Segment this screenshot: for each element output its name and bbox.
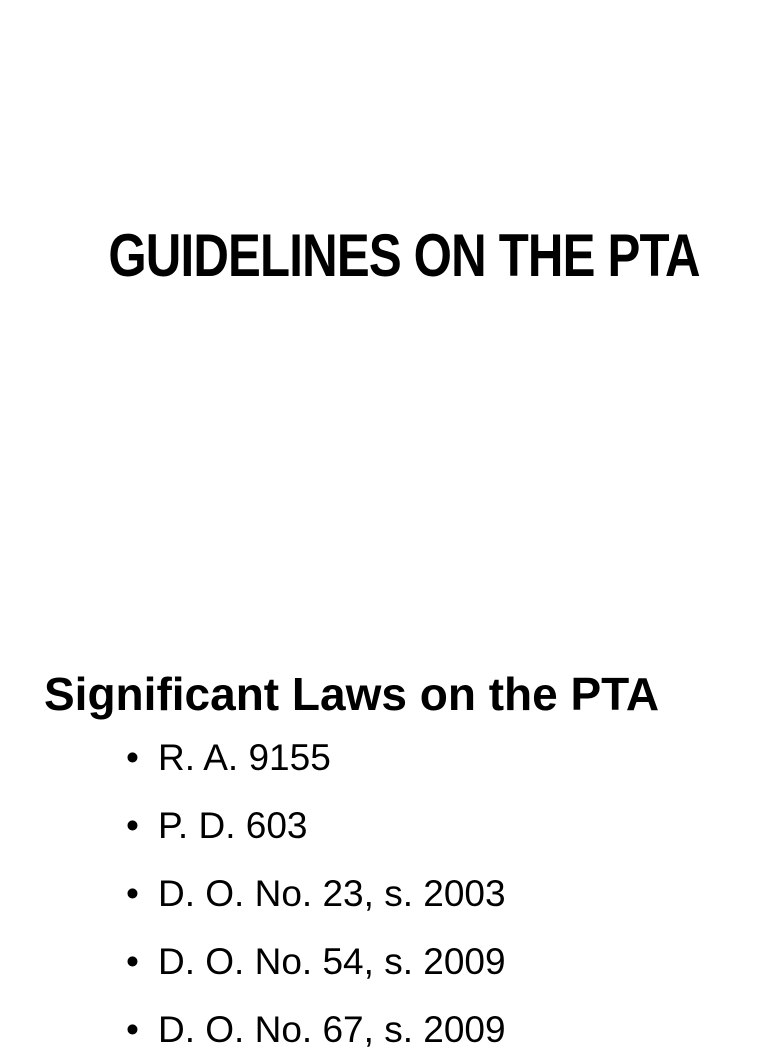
slide-title: GUIDELINES ON THE PTA [108, 222, 700, 290]
list-item [126, 996, 506, 1064]
title-slide [0, 0, 768, 512]
bullet-icon: • [126, 737, 139, 778]
laws-slide [0, 512, 768, 1050]
list-item-text: D. O. No. 67, s. 2009 [158, 1009, 506, 1050]
bullet-icon: • [126, 1009, 139, 1050]
list-item-text: D. O. No. 23, s. 2003 [158, 873, 506, 914]
list-item [126, 860, 506, 928]
list-item [126, 928, 506, 996]
list-item-text: R. A. 9155 [158, 737, 331, 778]
laws-list [126, 724, 506, 1064]
slide-heading: Significant Laws on the PTA [44, 668, 660, 721]
list-item [126, 792, 506, 860]
list-item-text: P. D. 603 [158, 805, 308, 846]
bullet-icon: • [126, 805, 139, 846]
list-item-text: D. O. No. 54, s. 2009 [158, 941, 506, 982]
bullet-icon: • [126, 873, 139, 914]
bullet-icon: • [126, 941, 139, 982]
list-item [126, 724, 506, 792]
